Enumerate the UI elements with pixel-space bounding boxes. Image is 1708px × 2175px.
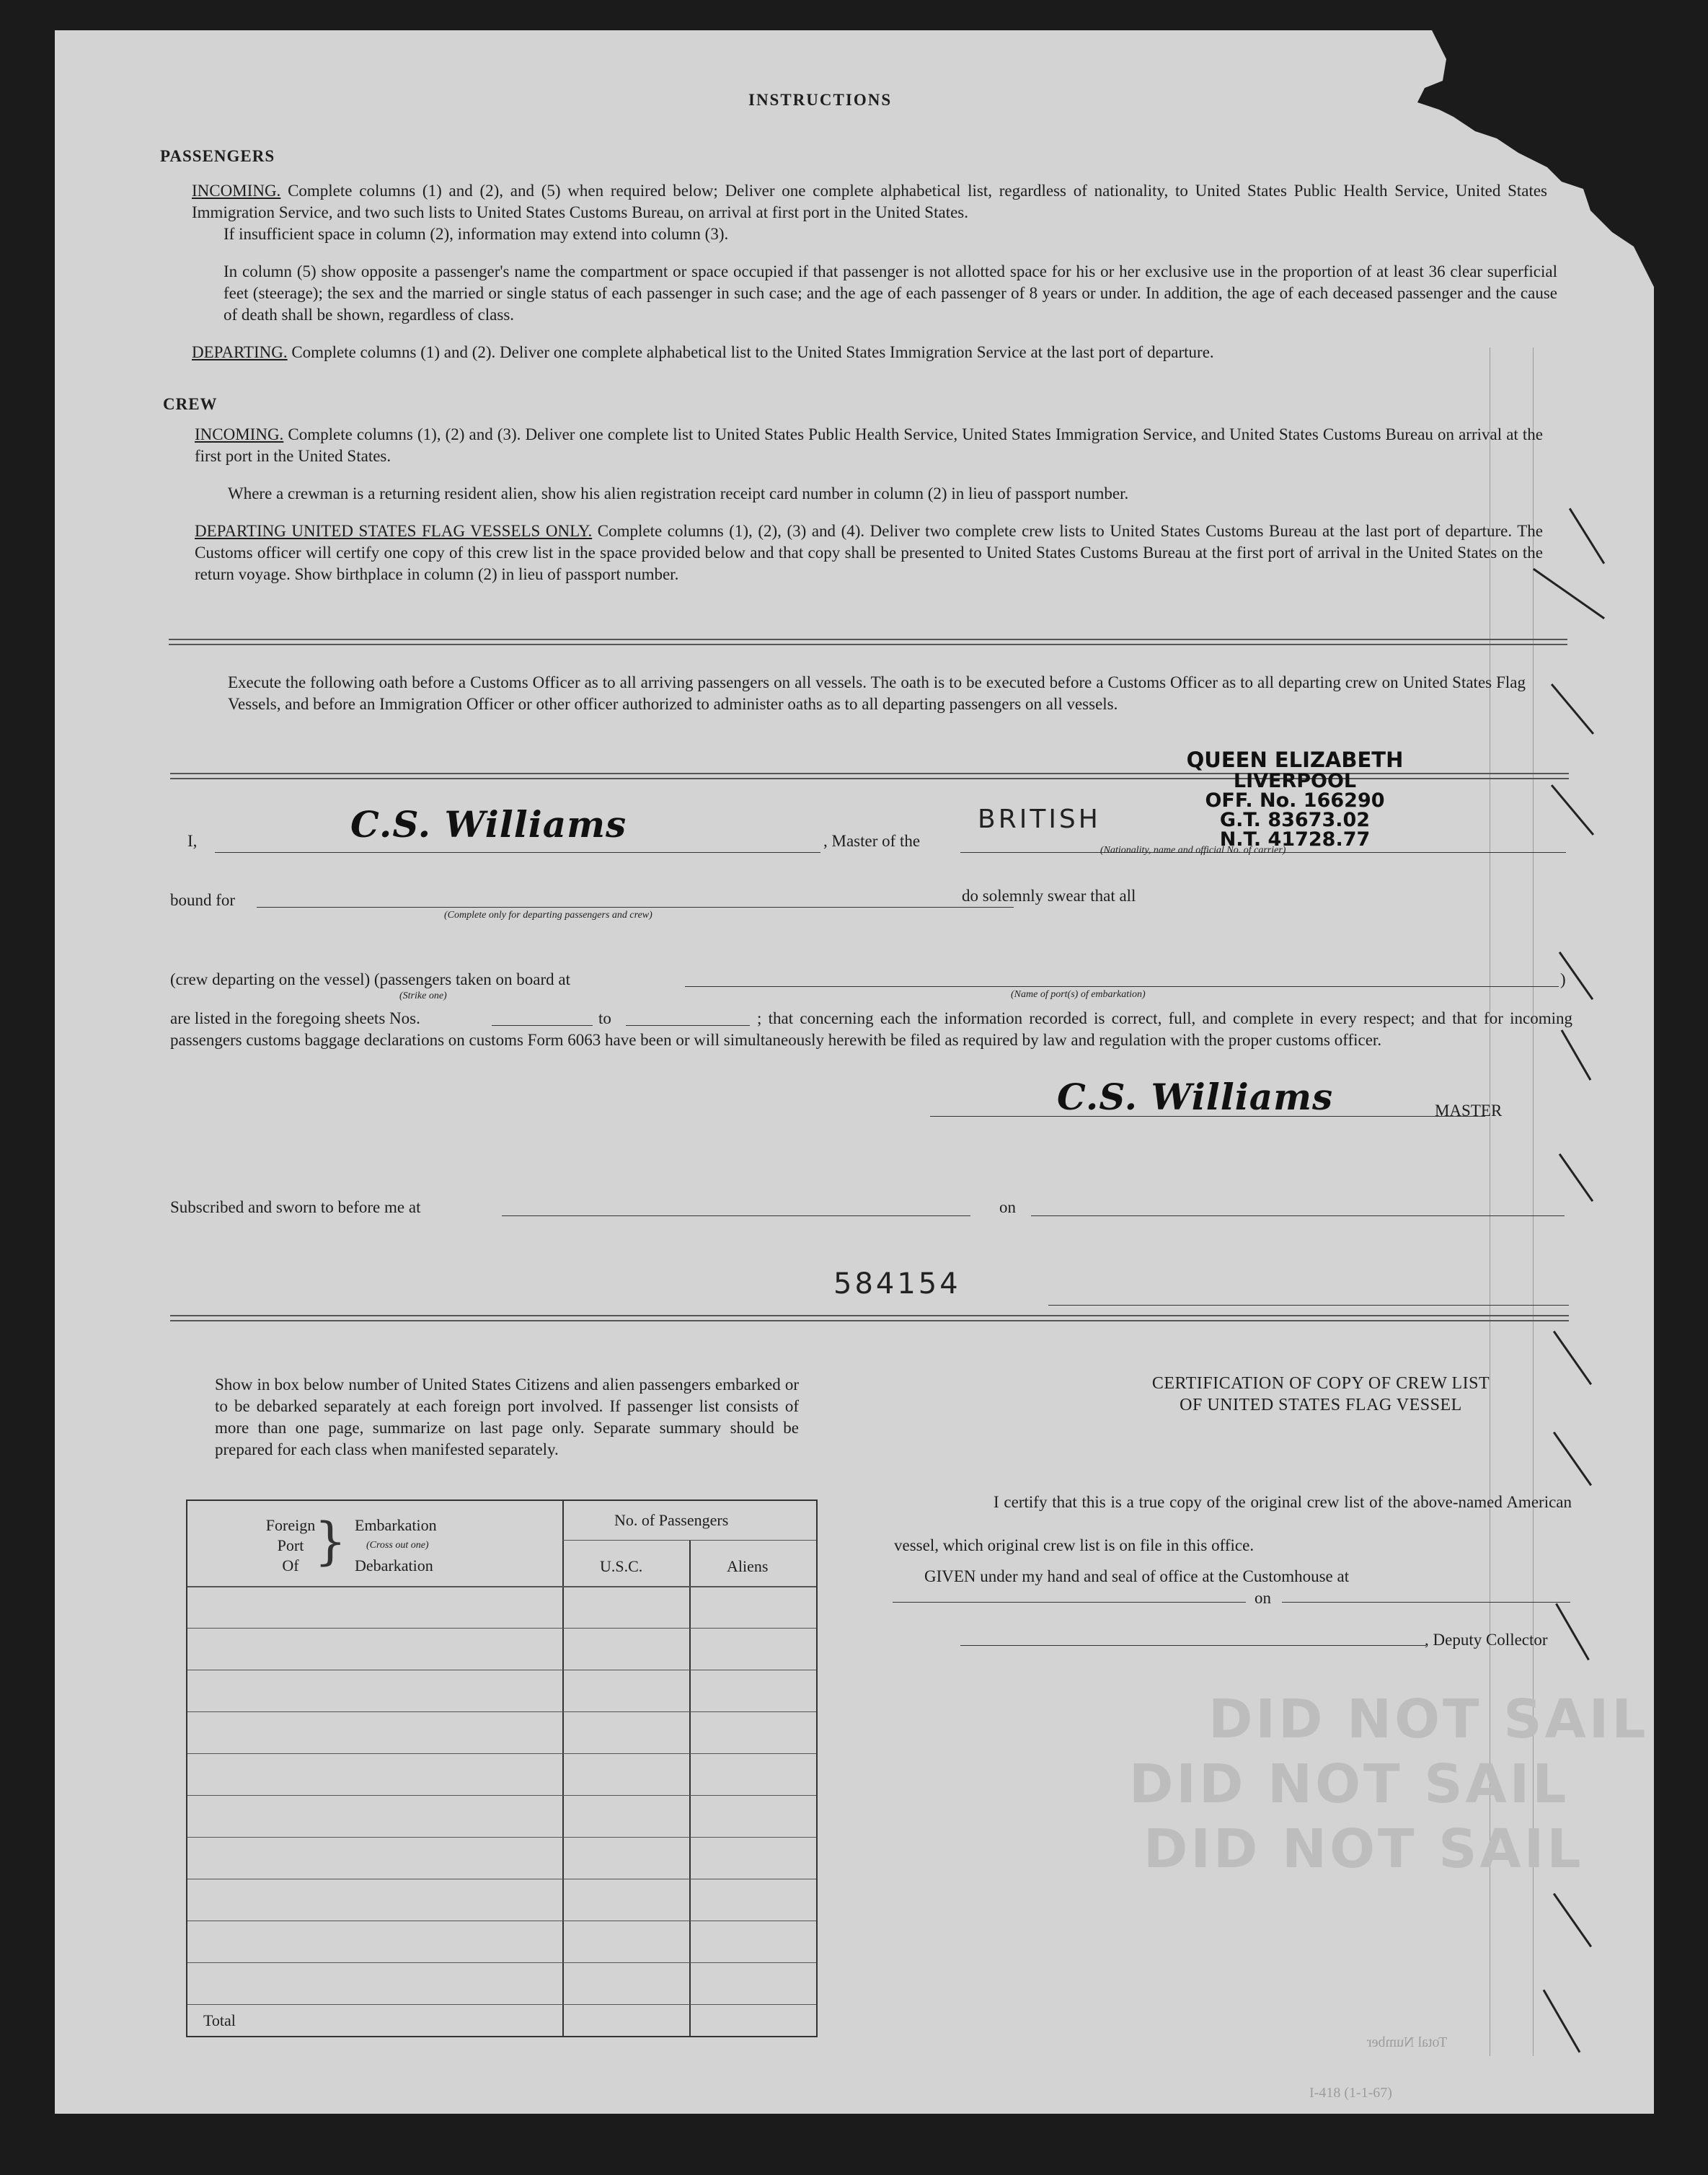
bound-for-line (257, 907, 1014, 908)
did-not-sail-stamp: DID NOT SAIL (1143, 1818, 1584, 1880)
crew-incoming (195, 424, 1543, 467)
stamp-net-tonnage: N.T. 41728.77 (1219, 828, 1371, 851)
subscribed-place-line (502, 1215, 970, 1216)
crew-departing-text: (crew departing on the vessel) (passengers taken on board at (170, 970, 570, 988)
page-title: INSTRUCTIONS (748, 91, 893, 109)
total-label: Total (203, 2011, 236, 2029)
col-aliens: Aliens (727, 1557, 769, 1575)
tally-mark (1561, 1029, 1592, 1081)
passengers-incoming-text: Complete columns (1) and (2), and (5) when required below; Deliver one complete alphabetical list, regardless of nationality, to United States Public Health Service, United States Immigration Service, and two such lists to United States Customs Bureau, on arrival at first port in the United States. (192, 182, 1548, 221)
given-text: GIVEN under my hand and seal of office at the Customhouse at (924, 1567, 1350, 1585)
divider (169, 639, 1567, 645)
table-subheader-divider (562, 1540, 816, 1541)
stamp-port: LIVERPOOL (1233, 770, 1357, 792)
crew-departing-text: Complete columns (1), (2), (3) and (4). Deliver two complete crew lists to United States Customs Bureau at the last port of departure. The Customs officer will certify one copy of this crew list in the space provided below and that copy shall be presented to United States Customs Bureau at the first port of arrival in the United States on the return voyage. Show birthplace in column (2) in lieu of passport number. (195, 522, 1544, 583)
crew-alien-note: Where a crewman is a returning resident alien, show his alien registration receipt card number in column (2) in lieu of passport number. (228, 484, 1129, 502)
total-number-reverse: Total Number (1367, 2034, 1448, 2050)
passengers-column5-text: In column (5) show opposite a passenger's name the compartment or space occupied if that passenger is not allotted space for his or her exclusive use in the proportion of at least 36 clear superficial feet (steerage); the sex and the married or single status of each passenger in such case; and the age of each passenger of 8 years or under. In addition, the age of each deceased passenger and the cause of death shall be shown, regardless of class. (224, 262, 1557, 324)
tally-mark (1559, 1153, 1593, 1202)
bound-for-label: bound for (170, 891, 236, 909)
tally-mark (1569, 508, 1605, 564)
close-paren: ) (1560, 970, 1566, 988)
passengers-incoming-label: INCOMING. (192, 182, 281, 200)
passengers-departing-label: DEPARTING. (192, 343, 288, 361)
passengers-heading: PASSENGERS (160, 147, 275, 165)
subscribed-label: Subscribed and sworn to before me at (170, 1198, 421, 1216)
foregoing-text: ; that concerning each the information recorded is correct, full, and complete in every respect; and that for incoming passengers customs baggage declarations on customs Form 6063 have been or will simultaneously herewith be filed as required by law and regulation with the proper customs officer. (170, 1009, 1572, 1049)
col-port-line3: Of (282, 1556, 299, 1574)
certification-text: I certify that this is a true copy of the original crew list of the above-named American vessel, which original crew list is on file in this office. (894, 1493, 1572, 1554)
crew-heading: CREW (163, 395, 218, 413)
handwritten-number: 584154 (833, 1267, 961, 1301)
subscribed-date-line (1031, 1215, 1565, 1216)
oath-i-label: I, (187, 832, 198, 850)
certification-title (1032, 1373, 1609, 1416)
crew-incoming-label: INCOMING. (195, 425, 284, 443)
nationality-handwritten: BRITISH (978, 805, 1101, 834)
embarkation-caption: (Name of port(s) of embarkation) (1011, 989, 1146, 1000)
master-label: MASTER (1435, 1102, 1503, 1120)
customhouse-line (893, 1602, 1246, 1603)
nationality-caption: (Nationality, name and official No. of carrier) (1100, 845, 1286, 856)
swear-text: do solemnly swear that all (962, 887, 1136, 905)
embarkation-line (685, 986, 1559, 987)
table-header-divider (187, 1586, 816, 1587)
certification-title-line2: OF UNITED STATES FLAG VESSEL (1180, 1396, 1462, 1414)
master-name-line (215, 852, 820, 853)
col-cross-out: (Cross out one) (366, 1540, 429, 1551)
stamp-gross-tonnage: G.T. 83673.02 (1219, 809, 1371, 831)
deputy-signature-line (960, 1645, 1426, 1646)
table-col-divider (689, 1540, 691, 2036)
divider (170, 1315, 1569, 1321)
crew-incoming-text: Complete columns (1), (2) and (3). Deliver one complete list to United States Public Health Service, United States Immigration Service, and United States Customs Bureau on arrival at the first port in the United States. (195, 425, 1543, 465)
master-of-label: , Master of the (823, 832, 921, 850)
foregoing-label: are listed in the foregoing sheets Nos. (170, 1009, 420, 1027)
certification-on-label: on (1255, 1589, 1271, 1607)
strike-one-caption: (Strike one) (399, 991, 447, 1001)
stamp-official-no: OFF. No. 166290 (1205, 789, 1385, 812)
certification-title-line1: CERTIFICATION OF COPY OF CREW LIST (1151, 1374, 1490, 1393)
passengers-incoming (192, 180, 1547, 223)
to-label: to (598, 1009, 611, 1027)
brace: } (314, 1512, 347, 1571)
oath-instruction: Execute the following oath before a Customs Officer as to all arriving passengers on all vessels. The oath is to be executed before a Customs Officer as to all departing crew on United States Flag Vessels, and before an Immigration Officer or other officer authorized to administer oaths as to all departing passengers on all vessels. (228, 673, 1526, 713)
table-row-line (187, 1628, 816, 1629)
stamp-vessel-name: QUEEN ELIZABETH (1186, 748, 1404, 772)
subscribed-on-label: on (999, 1198, 1016, 1216)
passengers-departing (192, 342, 1547, 363)
col-port-line2: Port (277, 1536, 304, 1554)
table-row-line (187, 1711, 816, 1712)
form-number: I-418 (1-1-67) (1309, 2085, 1392, 2101)
table-row-line (187, 1962, 816, 1963)
did-not-sail-stamp: DID NOT SAIL (1129, 1753, 1570, 1815)
col-port-line1: Foreign (265, 1516, 316, 1534)
master-name-signature: C.S. Williams (350, 803, 627, 846)
crew-departing (195, 521, 1543, 585)
table-row-line (187, 1837, 816, 1838)
tally-mark (1551, 784, 1594, 836)
did-not-sail-stamp: DID NOT SAIL (1208, 1688, 1649, 1750)
col-debarkation: Debarkation (355, 1556, 433, 1574)
tally-mark (1533, 568, 1605, 619)
deputy-collector-label: , Deputy Collector (1425, 1631, 1548, 1649)
bound-for-caption: (Complete only for departing passengers and crew) (444, 910, 652, 921)
table-row-line (187, 1753, 816, 1754)
table-row-line (187, 1795, 816, 1796)
col-usc: U.S.C. (600, 1557, 643, 1575)
master-signature: C.S. Williams (1057, 1076, 1334, 1118)
certification-date-line (1282, 1602, 1570, 1603)
col-foreign-port (265, 1515, 316, 1576)
tally-mark (1555, 1603, 1590, 1660)
blank-line (1048, 1305, 1569, 1306)
summary-instruction: Show in box below number of United States Citizens and alien passengers embarked or to be debarked separately at each foreign port involved. If passenger list consists of more than one page, summarize on last page only. Separate summary should be prepared for each class when manifested separately. (215, 1376, 799, 1458)
tally-mark (1543, 1989, 1581, 2052)
passenger-summary-table (186, 1500, 818, 2037)
col-no-of-passengers: No. of Passengers (614, 1511, 729, 1529)
tally-mark (1553, 1893, 1592, 1947)
tally-mark (1551, 683, 1594, 735)
table-col-divider (562, 1501, 564, 2036)
vessel-stamp (1136, 748, 1453, 849)
passengers-departing-text: Complete columns (1) and (2). Deliver one complete alphabetical list to the United States Immigration Service at the last port of departure. (291, 343, 1214, 361)
passengers-incoming-note: If insufficient space in column (2), information may extend into column (3). (224, 225, 729, 243)
col-embarkation: Embarkation (355, 1516, 437, 1534)
crew-departing-label: DEPARTING UNITED STATES FLAG VESSELS ONLY. (195, 522, 593, 540)
table-row-line (187, 2004, 816, 2005)
document-sheet (55, 30, 1654, 2114)
tally-mark (1553, 1432, 1592, 1486)
